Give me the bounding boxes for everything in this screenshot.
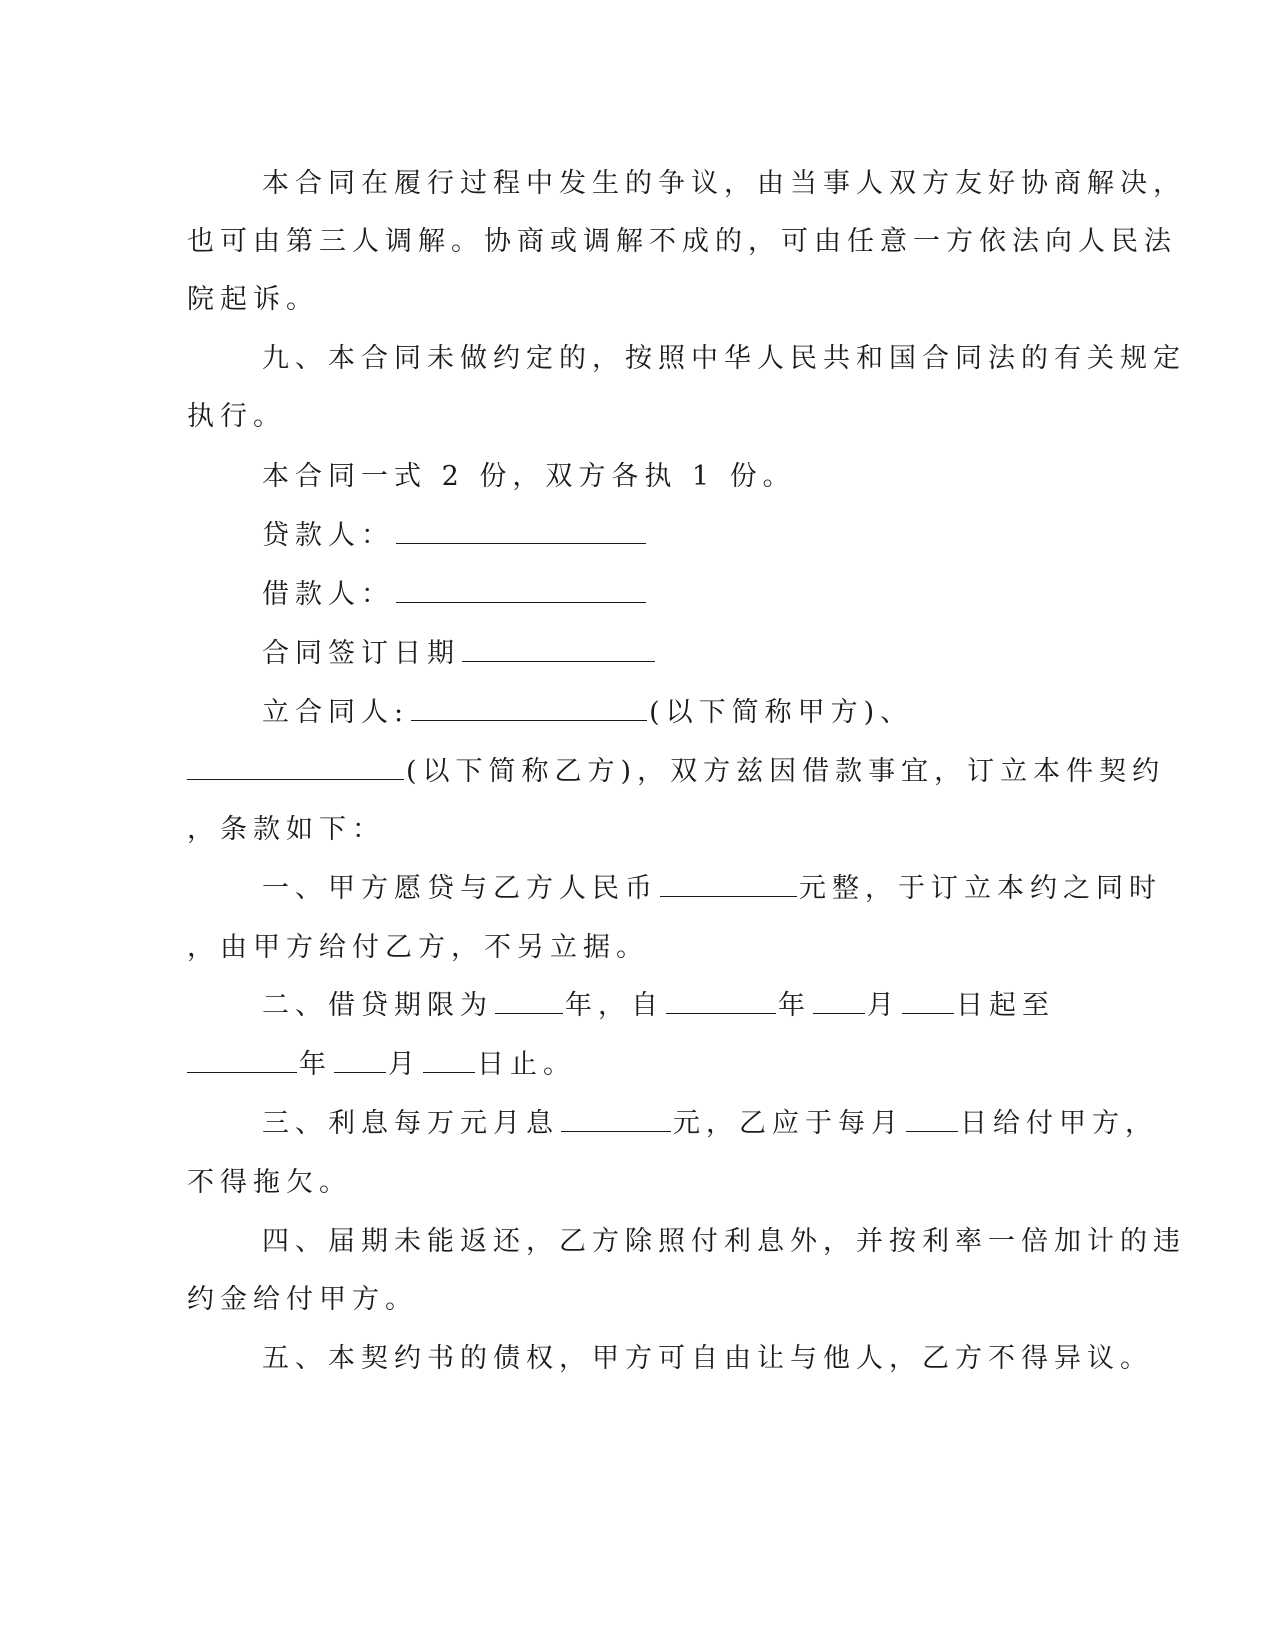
start-day-blank[interactable] xyxy=(902,989,954,1014)
clause-1-suffix: 元整，于订立本约之同时 xyxy=(799,873,1162,904)
monthly-interest-blank[interactable] xyxy=(561,1107,671,1132)
sign-date-blank[interactable] xyxy=(462,637,655,662)
clause-2-year-unit-2: 年 xyxy=(778,990,811,1021)
dispute-line-2: 也可由第三人调解。协商或调解不成的，可由任意一方依法向人民法 xyxy=(187,226,1177,257)
clause-3-line-1 xyxy=(262,1106,1158,1142)
clause-1-line-2: ，由甲方给付乙方，不另立据。 xyxy=(187,932,649,963)
sign-date-line xyxy=(262,636,657,672)
clause-2-line-1 xyxy=(262,988,1055,1024)
parties-prefix: 立合同人: xyxy=(262,697,410,728)
clause-2-year-unit-1: 年，自 xyxy=(565,990,664,1021)
clause-3-line-2: 不得拖欠。 xyxy=(187,1167,352,1198)
dispute-line-3: 院起诉。 xyxy=(187,284,319,315)
clause-1-line-1 xyxy=(262,871,1162,907)
clause-1-prefix: 一、甲方愿贷与乙方人民币 xyxy=(262,873,658,904)
clause-2-month-unit: 月 xyxy=(867,990,900,1021)
parties-line-1 xyxy=(262,695,913,731)
parties-line-2 xyxy=(187,754,1165,790)
clause-2-prefix: 二、借贷期限为 xyxy=(262,990,493,1021)
lender-label: 贷款人： xyxy=(262,520,394,551)
end-year-blank[interactable] xyxy=(187,1048,297,1073)
start-year-blank[interactable] xyxy=(666,989,776,1014)
borrower-line xyxy=(262,577,648,613)
party-a-blank[interactable] xyxy=(411,696,647,721)
end-day-blank[interactable] xyxy=(423,1048,475,1073)
clause-9-line-2: 执行。 xyxy=(187,401,286,432)
clause-3-prefix: 三、利息每万元月息 xyxy=(262,1108,559,1139)
clause-2-day-to: 日止。 xyxy=(477,1049,576,1080)
party-a-suffix: (以下简称甲方)、 xyxy=(649,697,914,728)
clause-4-line-2: 约金给付甲方。 xyxy=(187,1284,418,1315)
end-month-blank[interactable] xyxy=(334,1048,386,1073)
dispute-line-1: 本合同在履行过程中发生的争议，由当事人双方友好协商解决， xyxy=(262,168,1186,199)
clause-5-line: 五、本契约书的债权，甲方可自由让与他人，乙方不得异议。 xyxy=(262,1343,1153,1374)
start-month-blank[interactable] xyxy=(813,989,865,1014)
parties-line-3: ，条款如下： xyxy=(187,814,385,845)
borrower-label: 借款人： xyxy=(262,579,394,610)
clause-2-year-unit-3: 年 xyxy=(299,1049,332,1080)
party-b-blank[interactable] xyxy=(187,755,404,780)
clause-4-line-1: 四、届期未能返还，乙方除照付利息外，并按利率一倍加计的违 xyxy=(262,1226,1186,1257)
loan-amount-blank[interactable] xyxy=(660,872,797,897)
clause-3-suffix: 日给付甲方， xyxy=(960,1108,1158,1139)
borrower-signature-blank[interactable] xyxy=(396,578,646,603)
copies-line: 本合同一式 2 份，双方各执 1 份。 xyxy=(262,461,796,492)
lender-line xyxy=(262,518,648,554)
clause-3-middle: 元，乙应于每月 xyxy=(673,1108,904,1139)
payment-day-blank[interactable] xyxy=(906,1107,958,1132)
clause-2-day-from: 日起至 xyxy=(956,990,1055,1021)
loan-term-years-blank[interactable] xyxy=(495,989,563,1014)
sign-date-label: 合同签订日期 xyxy=(262,638,460,669)
clause-2-line-2 xyxy=(187,1047,576,1083)
lender-signature-blank[interactable] xyxy=(396,519,646,544)
party-b-suffix: (以下简称乙方)，双方兹因借款事宜，订立本件契约 xyxy=(406,756,1166,787)
clause-2-month-unit-2: 月 xyxy=(388,1049,421,1080)
clause-9-line-1: 九、本合同未做约定的，按照中华人民共和国合同法的有关规定 xyxy=(262,343,1186,374)
